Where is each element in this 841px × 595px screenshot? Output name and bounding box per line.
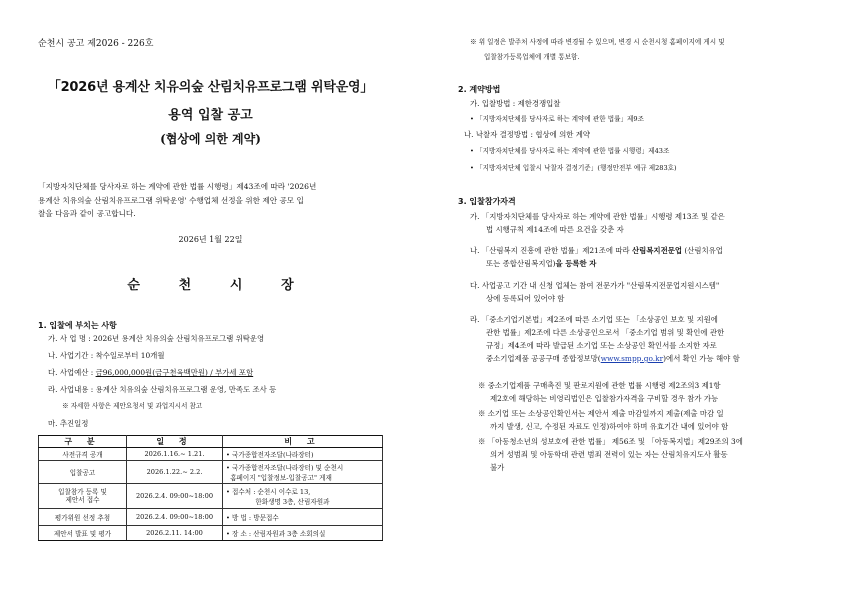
qual-line	[470, 257, 800, 270]
award-method-law-2: • 「지방자치단체 입찰시 낙찰자 결정기준」(행정안전부 예규 제283호)	[470, 164, 677, 172]
budget-value: 금96,000,000원(금구천육백만원) / 부가세 포함	[95, 368, 254, 377]
notice-number: 순천시 공고 제2026 - 226호	[38, 39, 154, 49]
schedule-label: 마. 추진일정	[48, 419, 89, 428]
city-char: 시	[229, 278, 243, 293]
award-method: 나. 낙찰자 결정방법 : 협상에 의한 계약	[464, 130, 591, 139]
document-subtitle: 용역 입찰 공고	[168, 108, 253, 123]
note-line: 까지 발생, 신고, 수정된 자료도 인정)하여야 하며 유효기간 내에 있어야 함	[490, 422, 729, 431]
qual-line: 상에 등록되어 있어야 함	[486, 294, 565, 303]
text-span: 중소기업제품 공공구매 종합정보망(	[486, 354, 601, 363]
registered-label: 을 등록한 자	[555, 259, 597, 268]
notice-date: 2026년 1월 22일	[178, 235, 243, 244]
forest-welfare-business: 산림복지전문업	[632, 246, 682, 255]
city-char: 순	[127, 278, 140, 293]
cell-remarks: • 방 법 : 방문접수	[223, 509, 383, 526]
cell-remarks: • 장 소 : 산림자원과 3층 소회의실	[223, 526, 383, 541]
cell-category: 입찰공고	[39, 461, 127, 484]
header-schedule: 일 정	[127, 436, 223, 448]
cell-category: 사전규격 공개	[39, 448, 127, 461]
qual-line: 가. 「지방자치단체를 당사자로 하는 계약에 관한 법률」시행령 제13조 및 같은	[470, 212, 725, 221]
qual-line: 법 시행규칙 제14조에 따른 요건을 갖춘 자	[486, 225, 624, 234]
section-1-heading: 1. 입찰에 부치는 사항	[38, 321, 117, 330]
cell-remarks	[223, 484, 383, 509]
schedule-change-note-cont: 입찰참가등록업체에 개별 통보함.	[484, 53, 580, 61]
note-line: ※ 「아동청소년의 성보호에 관한 법률」 제56조 및 「아동복지법」제29조의 3에	[478, 437, 743, 446]
text-span: )에서 확인 가능 해야 함	[663, 354, 740, 363]
table-row	[39, 526, 383, 541]
intro-line: 찰을 다음과 같이 공고합니다.	[38, 209, 136, 218]
cell-category: 평가위원 선정 추첨	[39, 509, 127, 526]
cell-category: 제안서 발표 및 평가	[39, 526, 127, 541]
note-line: 의거 성범죄 및 아동학대 관련 범죄 전력이 있는 자는 산림치유지도사 활동	[490, 450, 728, 459]
city-char: 장	[281, 278, 294, 293]
qualification-notes	[478, 379, 808, 474]
smpp-link[interactable]: www.smpp.go.kr	[600, 354, 664, 363]
note-line: 제2호에 해당하는 비영리법인은 입찰참가자격을 구비할 경우 참가 가능	[490, 394, 719, 403]
city-char: 천	[178, 278, 192, 293]
header-category: 구 분	[39, 436, 127, 448]
remark-line: • 접수처 : 순천시 이수로 13,	[226, 488, 311, 496]
qual-line: 라. 「중소기업기본법」제2조에 따른 소기업 또는 「소상공인 보호 및 지원에	[470, 315, 718, 324]
intro-paragraph	[38, 180, 383, 221]
qualification-ga	[470, 210, 800, 236]
document-title: 「2026년 용계산 치유의숲 산림치유프로그램 위탁운영」	[47, 80, 374, 95]
cell-remarks	[223, 461, 383, 484]
project-content: 라. 사업내용 : 용계산 치유의숲 산림치유프로그램 운영, 만족도 조사 등	[48, 385, 277, 394]
bid-method: 가. 입찰방법 : 제한경쟁입찰	[470, 99, 561, 108]
qual-line: 규정」제4조에 따라 발급된 소기업 또는 소상공인 확인서를 소지한 자로	[486, 341, 717, 350]
schedule-change-note: ※ 위 일정은 발주처 사정에 따라 변경될 수 있으며, 변경 시 순천시청 홈페이지에 게시 및	[470, 38, 725, 46]
text-span: 또는 종합산림복지업)	[486, 259, 556, 268]
cell-remarks: • 국가종합전자조달(나라장터)	[223, 448, 383, 461]
text-span: (산림치유업	[682, 246, 723, 255]
contract-type: (협상에 의한 계약)	[160, 132, 261, 146]
project-budget	[48, 368, 253, 378]
qual-line	[470, 352, 800, 365]
cell-schedule: 2026.2.4. 09:00~18:00	[127, 484, 223, 509]
reference-note: ※ 자세한 사항은 제안요청서 및 과업지시서 참고	[62, 402, 203, 410]
budget-label: 다. 사업예산 :	[48, 368, 96, 377]
table-row	[39, 484, 383, 509]
section-3-heading: 3. 입찰참가자격	[458, 197, 516, 206]
schedule-table	[38, 435, 383, 541]
cell-schedule: 2026.2.4. 09:00~18:00	[127, 509, 223, 526]
table-row	[39, 509, 383, 526]
cell-category: 입찰참가 등록 및 제안서 접수	[39, 484, 127, 509]
table-header-row	[39, 436, 383, 448]
table-row	[39, 461, 383, 484]
intro-line: 「지방자치단체를 당사자로 하는 계약에 관한 법률 시행령」제43조에 따라 '2026년	[38, 182, 317, 191]
award-method-law-1: • 「지방자치단체를 당사자로 하는 계약에 관한 법률 시행령」제43조	[470, 147, 670, 155]
remark-line: 홈페이지 "입찰정보-입찰공고" 게재	[226, 474, 332, 482]
project-period: 나. 사업기간 : 착수일로부터 10개월	[48, 351, 165, 360]
note-line: 불가	[490, 463, 505, 472]
qual-line	[470, 244, 800, 257]
intro-line: 용계산 치유의숲 산림치유프로그램 위탁운영' 수행업체 선정을 위한 제안 공모 입	[38, 195, 304, 205]
remark-line: • 국가종합전자조달(나라장터) 및 순천시	[226, 464, 344, 472]
text-span: 나. 「산림복지 진흥에 관한 법률」제21조에 따라	[470, 246, 633, 255]
section-2-heading: 2. 계약방법	[458, 85, 501, 94]
cell-schedule: 2026.2.11. 14:00	[127, 526, 223, 541]
project-name: 가. 사 업 명 : 2026년 용계산 치유의숲 산림치유프로그램 위탁운영	[48, 334, 265, 343]
note-line: ※ 소기업 또는 소상공인확인서는 제안서 제출 마감일까지 제출(제출 마감 일	[478, 409, 724, 418]
qualification-ra	[470, 313, 800, 365]
cell-schedule: 2026.1.16.~ 1.21.	[127, 448, 223, 461]
mayor-signature	[38, 274, 383, 293]
bid-method-law: • 「지방자치단체를 당사자로 하는 계약에 관한 법률」제9조	[470, 115, 644, 123]
table-row	[39, 448, 383, 461]
header-remarks: 비 고	[223, 436, 383, 448]
qualification-na	[470, 244, 800, 270]
note-line: ※ 중소기업제품 구매촉진 및 판로지원에 관한 법률 시행령 제2조의3 제1항	[478, 381, 721, 390]
qual-line: 다. 사업공고 기간 내 신청 업체는 참여 전문가가 "산림복지전문업지원시스템"	[470, 281, 720, 290]
qualification-da	[470, 279, 800, 305]
cell-schedule: 2026.1.22.~ 2.2.	[127, 461, 223, 484]
qual-line: 관한 법률」제2조에 다른 소상공인으로서 「중소기업 범위 및 확인에 관한	[486, 328, 725, 337]
remark-line: 한화생명 3층, 산림자원과	[226, 498, 330, 506]
